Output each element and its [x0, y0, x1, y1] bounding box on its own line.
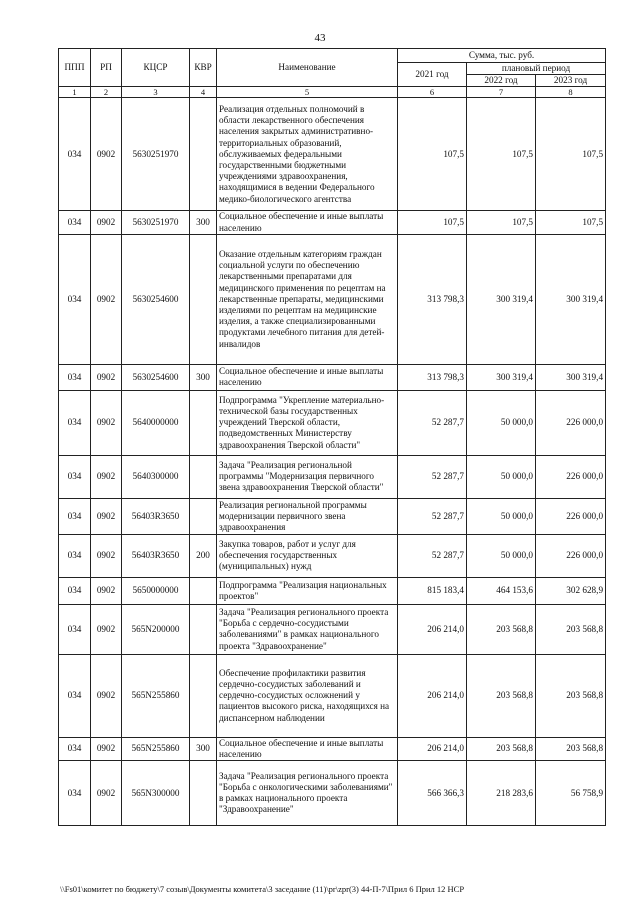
cell-2023: 226 000,0: [536, 390, 606, 455]
table-row: [59, 364, 606, 390]
cell-2023: 226 000,0: [536, 534, 606, 577]
cell-2023: 203 568,8: [536, 604, 606, 654]
cell-2023: 300 319,4: [536, 364, 606, 390]
cell-kcsr: 5640000000: [122, 390, 190, 455]
column-numbers-row: [59, 87, 606, 98]
cell-rp: 0902: [91, 498, 122, 534]
cell-name: Закупка товаров, работ и услуг для обеспечения государственных (муниципальных) нужд: [217, 534, 398, 577]
table-row: [59, 455, 606, 498]
cell-kvr: 300: [190, 737, 217, 760]
cell-2022: 107,5: [467, 98, 536, 211]
table-row: [59, 534, 606, 577]
file-path-footer: \\Fs01\комитет по бюджету\7 созыв\Документы комитета\3 заседание (11)\pr\zpr(3) 44-П-7\Прил 6 Прил 12 НСР: [60, 884, 465, 894]
cell-2022: 203 568,8: [467, 654, 536, 737]
cell-ppp: 034: [59, 455, 91, 498]
cell-kvr: [190, 577, 217, 604]
cell-2023: 226 000,0: [536, 498, 606, 534]
header-name: Наименование: [217, 49, 398, 87]
col-number: 3: [122, 87, 190, 98]
cell-rp: 0902: [91, 211, 122, 234]
cell-kvr: [190, 234, 217, 364]
cell-2023: 300 319,4: [536, 234, 606, 364]
cell-kvr: [190, 390, 217, 455]
cell-kcsr: 565N255860: [122, 737, 190, 760]
page-number: 43: [314, 32, 326, 44]
cell-name: Обеспечение профилактики развития сердечно-сосудистых заболеваний и сердечно-сосудистых осложнений у пациентов высокого риска, находящихся на диспансерном наблюдении: [217, 654, 398, 737]
table-row: [59, 737, 606, 760]
cell-kcsr: 56403R3650: [122, 498, 190, 534]
cell-2021: 52 287,7: [398, 534, 467, 577]
cell-kvr: [190, 98, 217, 211]
cell-2021: 206 214,0: [398, 737, 467, 760]
col-number: 6: [398, 87, 467, 98]
cell-2023: 107,5: [536, 211, 606, 234]
col-number: 5: [217, 87, 398, 98]
cell-kcsr: 565N255860: [122, 654, 190, 737]
cell-2021: 313 798,3: [398, 234, 467, 364]
cell-rp: 0902: [91, 534, 122, 577]
cell-name: Задача "Реализация региональной программы "Модернизация первичного звена здравоохранения Тверской области": [217, 455, 398, 498]
cell-kvr: 300: [190, 211, 217, 234]
table-row: [59, 761, 606, 826]
cell-kcsr: 565N200000: [122, 604, 190, 654]
cell-2023: 56 758,9: [536, 761, 606, 826]
cell-2021: 206 214,0: [398, 654, 467, 737]
cell-kcsr: 5630254600: [122, 234, 190, 364]
cell-ppp: 034: [59, 234, 91, 364]
cell-2023: 203 568,8: [536, 654, 606, 737]
cell-kcsr: 5640300000: [122, 455, 190, 498]
cell-kcsr: 5630254600: [122, 364, 190, 390]
col-number: 7: [467, 87, 536, 98]
cell-2021: 52 287,7: [398, 390, 467, 455]
cell-kcsr: 5650000000: [122, 577, 190, 604]
cell-kvr: [190, 498, 217, 534]
cell-2022: 203 568,8: [467, 737, 536, 760]
cell-name: Подпрограмма "Реализация национальных проектов": [217, 577, 398, 604]
cell-2021: 313 798,3: [398, 364, 467, 390]
cell-2023: 226 000,0: [536, 455, 606, 498]
cell-2022: 300 319,4: [467, 234, 536, 364]
table-row: [59, 234, 606, 364]
table-row: [59, 98, 606, 211]
cell-kcsr: 5630251970: [122, 211, 190, 234]
cell-kvr: 300: [190, 364, 217, 390]
cell-2021: 206 214,0: [398, 604, 467, 654]
cell-2022: 464 153,6: [467, 577, 536, 604]
cell-2021: 566 366,3: [398, 761, 467, 826]
cell-name: Реализация региональной программы модернизации первичного звена здравоохранения: [217, 498, 398, 534]
cell-name: Реализация отдельных полномочий в области лекарственного обеспечения населения закрытых административно-территориальных образований, обслуживаемых федеральными государственными бюджетными учреждениями здравоохранения, находящимися в ведении Федерального медико-биологического агентства: [217, 98, 398, 211]
cell-name: Социальное обеспечение и иные выплаты населению: [217, 364, 398, 390]
cell-2022: 50 000,0: [467, 455, 536, 498]
col-number: 8: [536, 87, 606, 98]
cell-2021: 52 287,7: [398, 498, 467, 534]
table-row: [59, 604, 606, 654]
cell-2022: 50 000,0: [467, 534, 536, 577]
cell-kvr: [190, 455, 217, 498]
cell-ppp: 034: [59, 534, 91, 577]
cell-kcsr: 5630251970: [122, 98, 190, 211]
cell-kcsr: 56403R3650: [122, 534, 190, 577]
cell-name: Подпрограмма "Укрепление материально-технической базы государственных учреждений Тверской области, подведомственных Министерству здравоохранения Тверской области": [217, 390, 398, 455]
cell-kvr: 200: [190, 534, 217, 577]
header-rp: РП: [91, 49, 122, 87]
header-2021: 2021 год: [398, 63, 467, 87]
cell-2023: 302 628,9: [536, 577, 606, 604]
cell-kvr: [190, 654, 217, 737]
cell-2023: 107,5: [536, 98, 606, 211]
cell-ppp: 034: [59, 364, 91, 390]
cell-ppp: 034: [59, 737, 91, 760]
cell-kcsr: 565N300000: [122, 761, 190, 826]
col-number: 4: [190, 87, 217, 98]
cell-name: Социальное обеспечение и иные выплаты населению: [217, 737, 398, 760]
cell-2022: 50 000,0: [467, 390, 536, 455]
cell-ppp: 034: [59, 211, 91, 234]
header-kcsr: КЦСР: [122, 49, 190, 87]
cell-ppp: 034: [59, 498, 91, 534]
table-row: [59, 211, 606, 234]
cell-ppp: 034: [59, 98, 91, 211]
header-2022: 2022 год: [467, 75, 536, 87]
header-sum: Сумма, тыс. руб.: [398, 49, 606, 63]
cell-name: Оказание отдельным категориям граждан социальной услуги по обеспечению лекарственными препаратами для медицинского применения по рецептам на лекарственные препараты, медицинскими изделиями по рецептам на медицинские изделия, а также специализированными продуктами лечебного питания для детей-инвалидов: [217, 234, 398, 364]
cell-kvr: [190, 761, 217, 826]
cell-2023: 203 568,8: [536, 737, 606, 760]
col-number: 1: [59, 87, 91, 98]
cell-ppp: 034: [59, 390, 91, 455]
cell-rp: 0902: [91, 604, 122, 654]
cell-rp: 0902: [91, 364, 122, 390]
cell-rp: 0902: [91, 234, 122, 364]
header-plan-period: плановый период: [467, 63, 606, 75]
cell-rp: 0902: [91, 577, 122, 604]
cell-2022: 218 283,6: [467, 761, 536, 826]
cell-ppp: 034: [59, 654, 91, 737]
cell-2021: 52 287,7: [398, 455, 467, 498]
cell-2022: 203 568,8: [467, 604, 536, 654]
table-row: [59, 654, 606, 737]
cell-2021: 107,5: [398, 98, 467, 211]
budget-table: [58, 48, 606, 826]
cell-ppp: 034: [59, 604, 91, 654]
cell-kvr: [190, 604, 217, 654]
table-row: [59, 577, 606, 604]
cell-ppp: 034: [59, 761, 91, 826]
header-2023: 2023 год: [536, 75, 606, 87]
cell-name: Задача "Реализация регионального проекта "Борьба с сердечно-сосудистыми заболеваниями" в рамках национального проекта "Здравоохранение": [217, 604, 398, 654]
cell-name: Социальное обеспечение и иные выплаты населению: [217, 211, 398, 234]
cell-rp: 0902: [91, 390, 122, 455]
cell-2022: 300 319,4: [467, 364, 536, 390]
table-row: [59, 498, 606, 534]
cell-2022: 107,5: [467, 211, 536, 234]
cell-name: Задача "Реализация регионального проекта "Борьба с онкологическими заболеваниями" в рамках национального проекта "Здравоохранение": [217, 761, 398, 826]
cell-rp: 0902: [91, 455, 122, 498]
cell-rp: 0902: [91, 98, 122, 211]
cell-2021: 107,5: [398, 211, 467, 234]
header-kvr: КВР: [190, 49, 217, 87]
cell-rp: 0902: [91, 761, 122, 826]
cell-2022: 50 000,0: [467, 498, 536, 534]
col-number: 2: [91, 87, 122, 98]
cell-2021: 815 183,4: [398, 577, 467, 604]
header-ppp: ППП: [59, 49, 91, 87]
table-row: [59, 390, 606, 455]
cell-ppp: 034: [59, 577, 91, 604]
cell-rp: 0902: [91, 737, 122, 760]
cell-rp: 0902: [91, 654, 122, 737]
